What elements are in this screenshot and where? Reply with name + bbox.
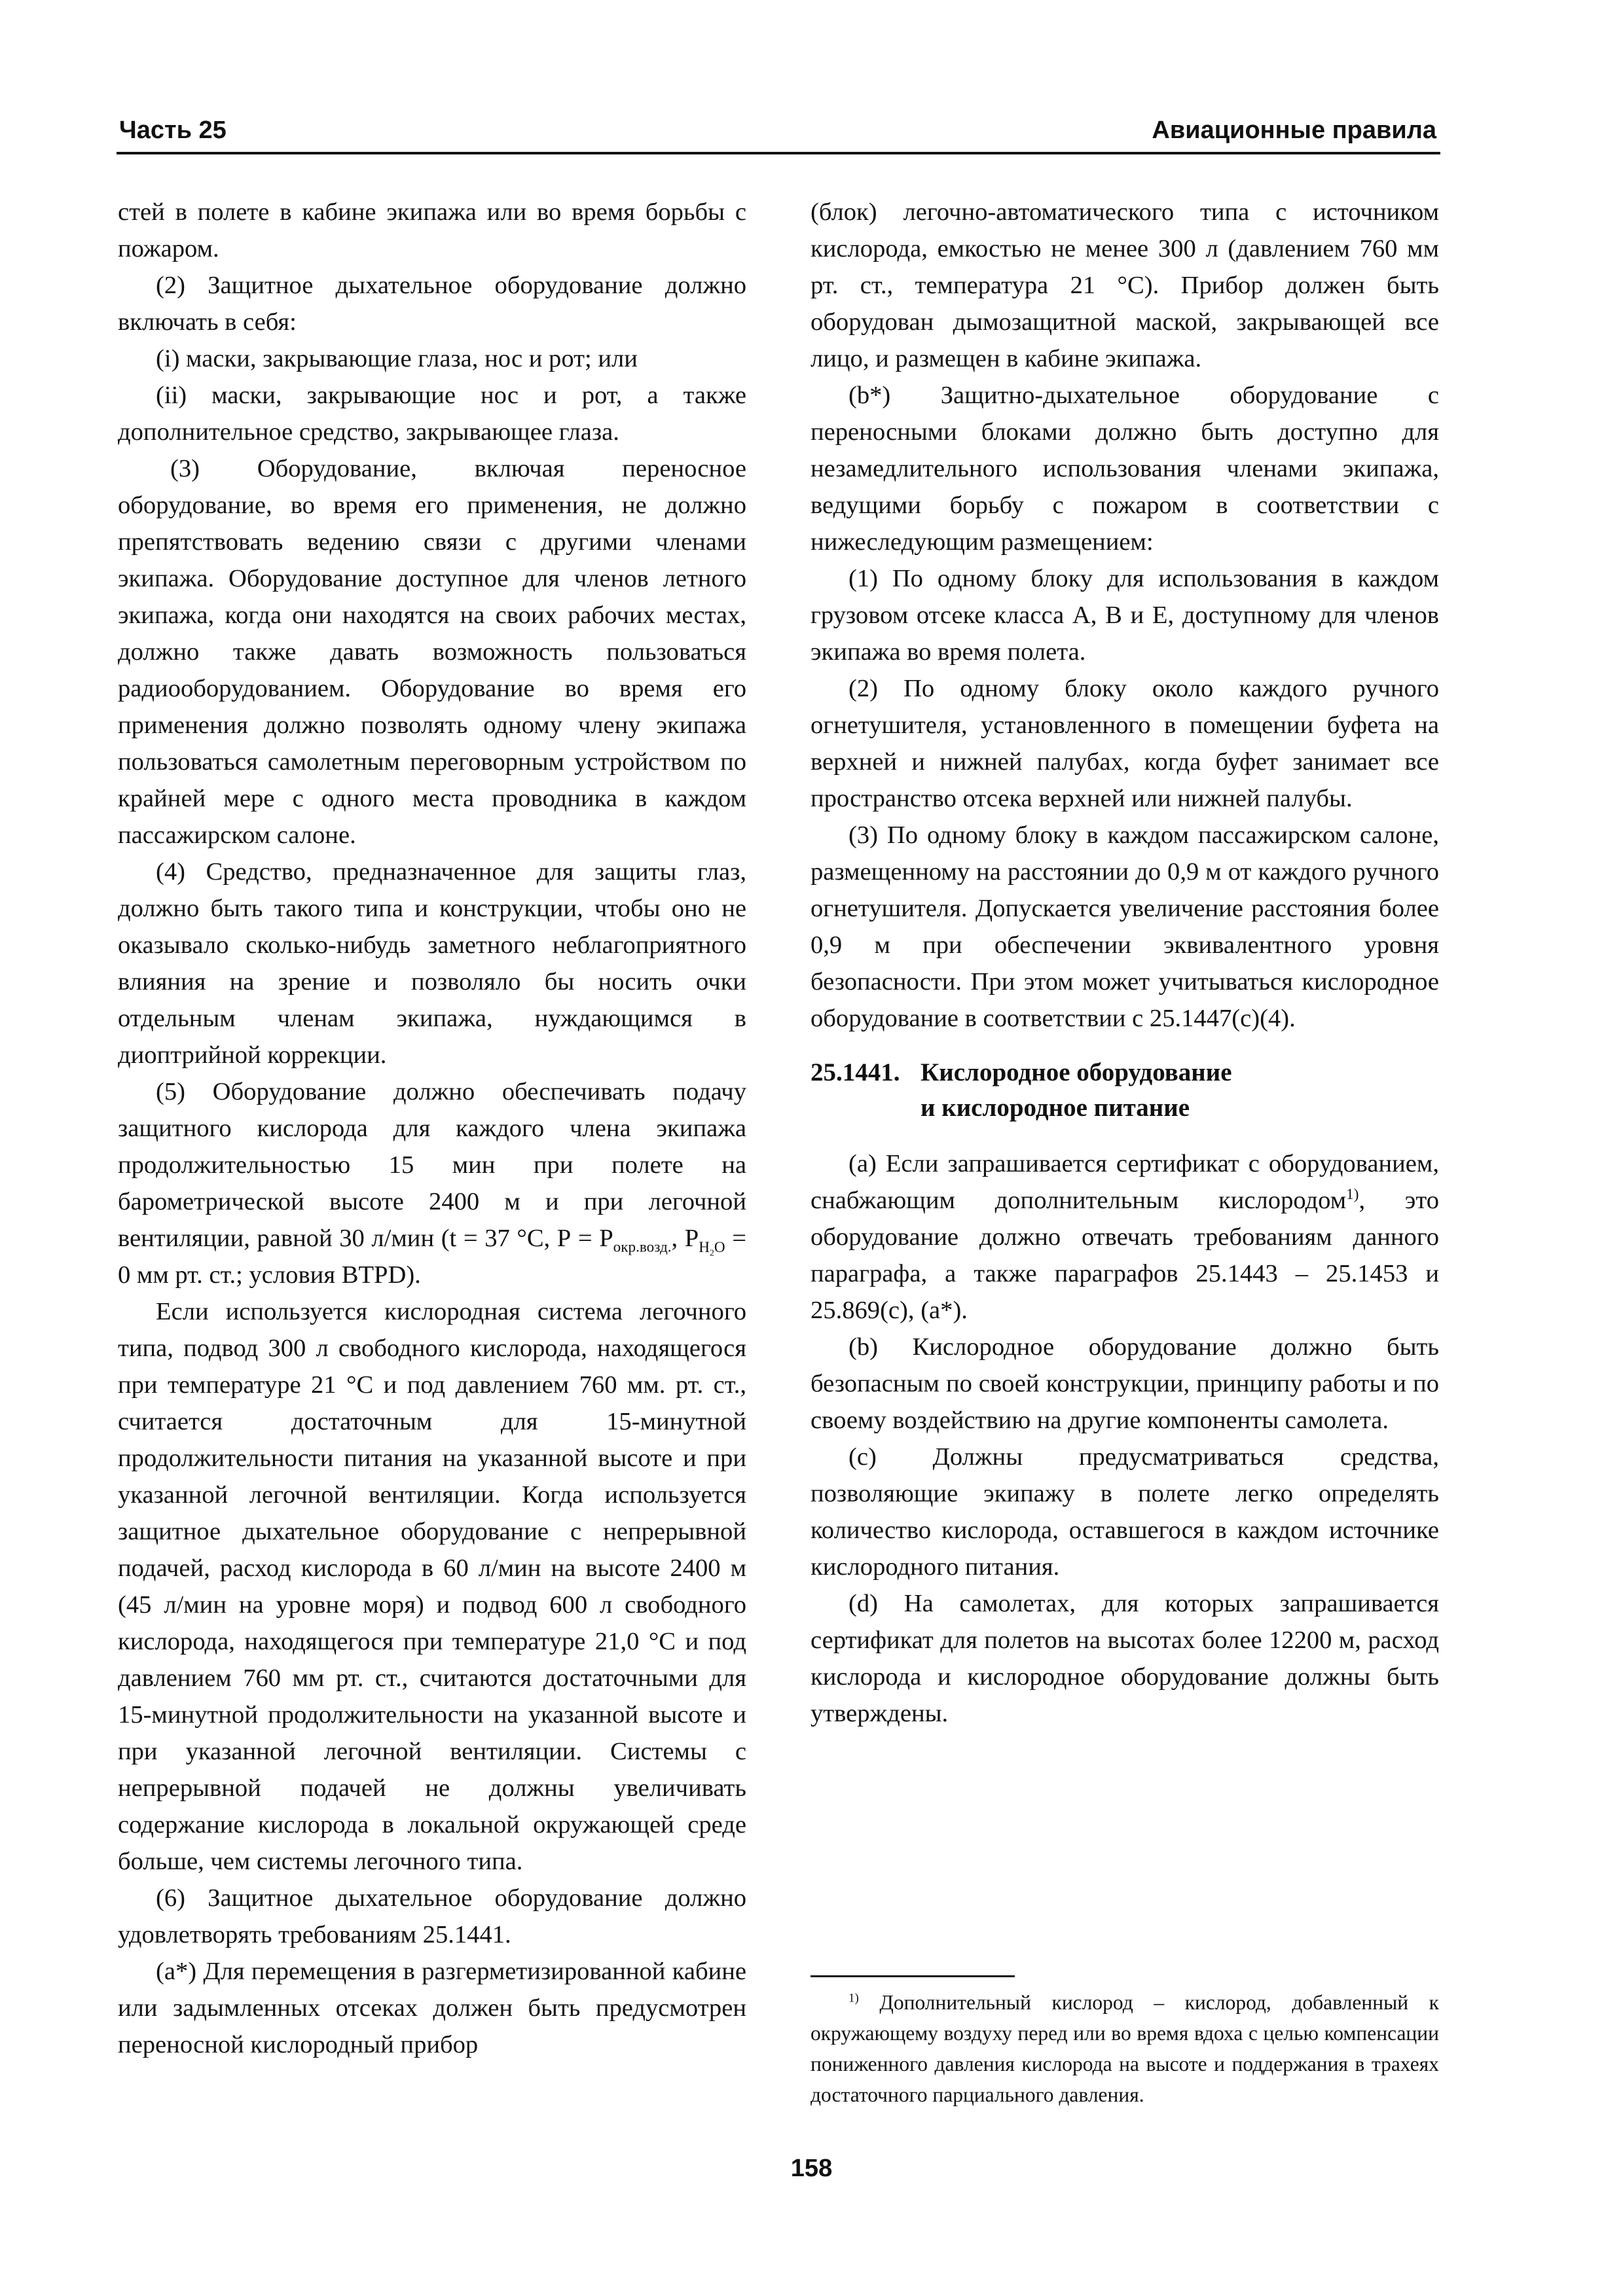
paragraph: стей в полете в кабине экипажа или во время борьбы с пожаром. <box>118 198 746 262</box>
text-run: , Р <box>671 1225 699 1252</box>
paragraph: (b) Кислородное оборудование должно быть безопасным по своей конструкции, принципу работы и по своему воздействию на другие компоненты самолета. <box>811 1333 1439 1434</box>
section-number: 25.1441. <box>811 1058 900 1086</box>
footnote-ref: 1) <box>1346 1186 1359 1204</box>
left-column <box>118 194 746 2063</box>
subscript: окр.возд. <box>613 1238 672 1256</box>
paragraph: (2) Защитное дыхательное оборудование должно включать в себя: <box>118 272 746 336</box>
text-run: (5) Оборудование должно обеспечивать подачу защитного кислорода для каждого члена экипажа продолжительностью 15 мин при полете на барометрической высоте 2400 м и при легочной вентиляции, равной 30 л/мин (t = 37 °С, Р = Р <box>118 1078 746 1252</box>
footnote <box>811 1987 1439 2110</box>
paragraph: (6) Защитное дыхательное оборудование должно удовлетворять требованиям 25.1441. <box>118 1884 746 1948</box>
text-run: = 0 мм рт. ст.; условия BTPD). <box>118 1225 746 1289</box>
page-number: 158 <box>790 2155 833 2182</box>
page-header <box>117 113 1440 154</box>
text-run: , это оборудование должно отвечать требованиям данного параграфа, а также параграфов 25.1443 – 25.1453 и 25.869(с), (а*). <box>811 1187 1439 1324</box>
subscript: 2 <box>709 1248 714 1259</box>
footnote-paragraph <box>811 1987 1439 2110</box>
paragraph: (3) Оборудование, включая переносное оборудование, во время его применения, не должно препятствовать ведению связи с другими членами экипажа. Оборудование доступное для членов летного экипажа, когда они находятся на своих рабочих местах, должно также давать возможность пользоваться радиооборудованием. Оборудование во время его применения должно позволять одному члену экипажа пользоваться самолетным переговорным устройством по крайней мере с одного места проводника в каждом пассажирском салоне. <box>118 455 746 849</box>
paragraph-with-footnote-ref <box>811 1145 1439 1329</box>
paragraph: (3) По одному блоку в каждом пассажирском салоне, размещенному на расстоянии до 0,9 м от каждого ручного огнетушителя. Допускается увеличение расстояния более 0,9 м при обеспечении эквивалентного уровня безопасности. При этом может учитываться кислородное оборудование в соответствии с 25.1447(с)(4). <box>811 821 1439 1032</box>
section-title-line1: Кислородное оборудование <box>921 1058 1232 1086</box>
footnote-mark: 1) <box>848 1991 859 2005</box>
paragraph: (блок) легочно-автоматического типа с источником кислорода, емкостью не менее 300 л (давлением 760 мм рт. ст., температура 21 °С). Прибор должен быть оборудован дымозащитной маской, закрывающей все лицо, и размещен в кабине экипажа. <box>811 198 1439 372</box>
header-doc-title: Авиационные правила <box>1152 117 1436 144</box>
paragraph: (1) По одному блоку для использования в каждом грузовом отсеке класса А, В и Е, доступному для членов экипажа во время полета. <box>811 565 1439 666</box>
paragraph: Если используется кислородная система легочного типа, подвод 300 л свободного кислорода, находящегося при температуре 21 °С и под давлением 760 мм. рт. ст., считается достаточным для 15-минутной продолжительности питания на указанной высоте и при указанной легочной вентиляции. Когда используется защитное дыхательное оборудование с непрерывной подачей, расход кислорода в 60 л/мин на высоте 2400 м (45 л/мин на уровне моря) и подвод 600 л свободного кислорода, находящегося при температуре 21,0 °С и под давлением 760 мм рт. ст., считаются достаточными для 15-минутной продолжительности на указанной высоте и при указанной легочной вентиляции. Системы с непрерывной подачей не должны увеличивать содержание кислорода в локальной окружающей среде больше, чем системы легочного типа. <box>118 1298 746 1875</box>
section-title-line2: и кислородное питание <box>921 1094 1190 1122</box>
text-run: (а) Если запрашивается сертификат с оборудованием, снабжающим дополнительным кислородом <box>811 1150 1439 1214</box>
paragraph: (i) маски, закрывающие глаза, нос и рот; или <box>156 345 638 372</box>
right-column <box>811 194 1439 1732</box>
paragraph: (2) По одному блоку около каждого ручного огнетушителя, установленного в помещении буфета на верхней и нижней палубах, когда буфет занимает все пространство отсека верхней или нижней палубы. <box>811 675 1439 812</box>
paragraph: (ii) маски, закрывающие нос и рот, а также дополнительное средство, закрывающее глаза. <box>118 382 746 446</box>
paragraph: (b*) Защитно-дыхательное оборудование с переносными блоками должно быть доступно для незамедлительного использования членами экипажа, ведущими борьбу с пожаром в соответствии с нижеследующим размещением: <box>811 382 1439 556</box>
footnote-divider <box>811 1975 1015 1977</box>
subscript <box>699 1238 725 1259</box>
header-part-label: Часть 25 <box>119 117 227 144</box>
subscript-text: H <box>699 1238 710 1256</box>
paragraph: (а*) Для перемещения в разгерметизированной кабине или задымленных отсеках должен быть предусмотрен переносной кислородный прибор <box>118 1958 746 2058</box>
footnote-text: Дополнительный кислород – кислород, добавленный к окружающему воздуху перед или во время вдоха с целью компенсации пониженного давления кислорода на высоте и поддержания в трахеях достаточного парциального давления. <box>811 1991 1439 2106</box>
paragraph: (d) На самолетах, для которых запрашивается сертификат для полетов на высотах более 12200 м, расход кислорода и кислородное оборудование должны быть утверждены. <box>811 1590 1439 1727</box>
paragraph-with-formula <box>118 1073 746 1293</box>
section-heading <box>811 1055 1439 1126</box>
subscript-text: O <box>714 1238 725 1256</box>
paragraph: (с) Должны предусматриваться средства, позволяющие экипажу в полете легко определять количество кислорода, оставшегося в каждом источнике кислородного питания. <box>811 1443 1439 1581</box>
paragraph: (4) Средство, предназначенное для защиты глаз, должно быть такого типа и конструкции, чтобы оно не оказывало сколько-нибудь заметного неблагоприятного влияния на зрение и позволяло бы носить очки отдельным членам экипажа, нуждающимся в диоптрийной коррекции. <box>118 858 746 1069</box>
